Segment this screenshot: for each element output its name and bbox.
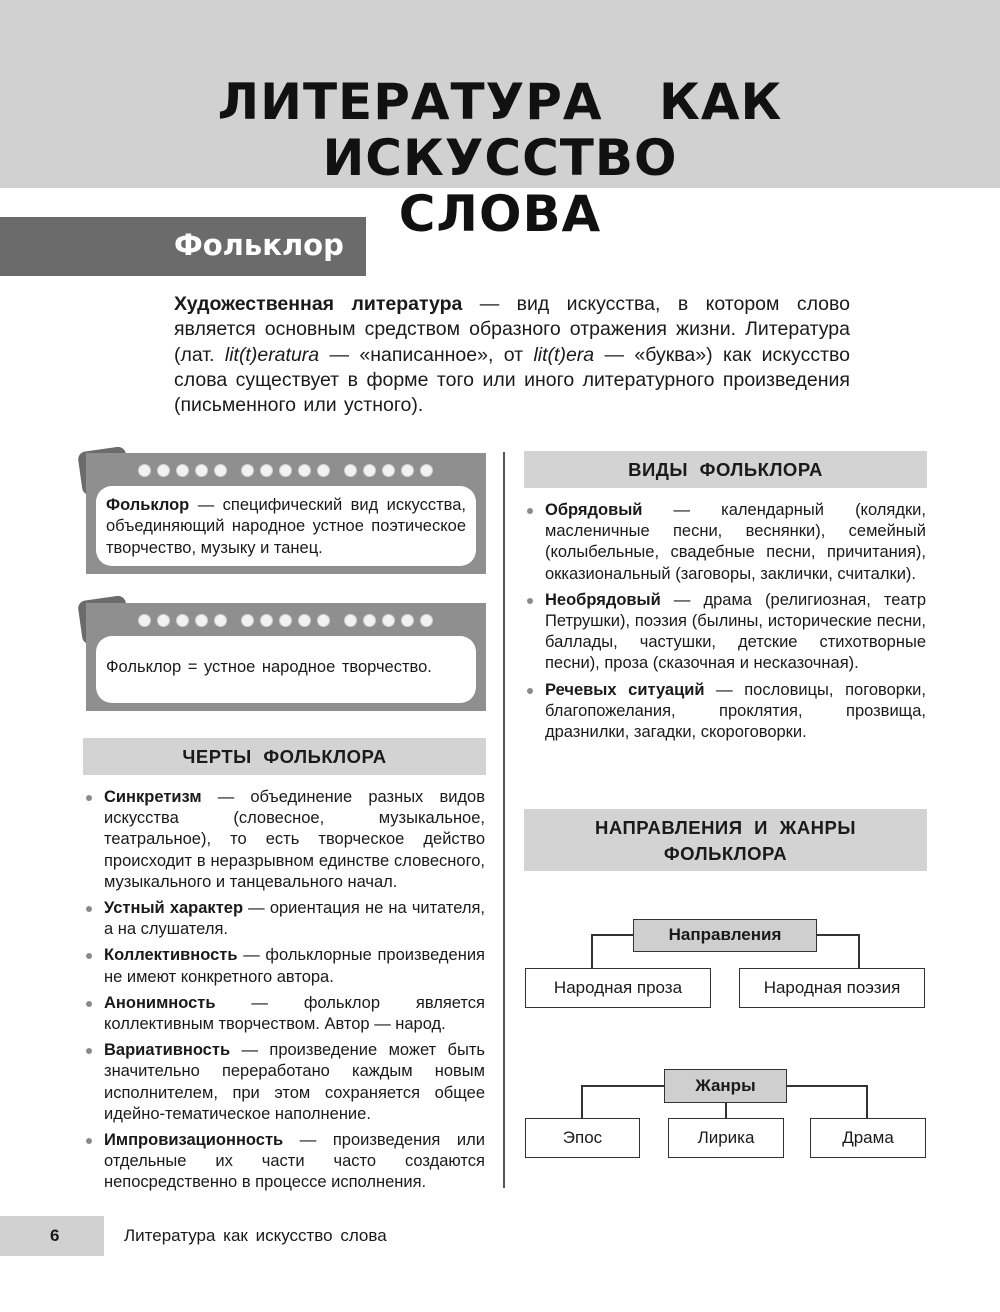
list-item-text: — календарный (колядки, масленичные песни, веснянки), семейный (колыбельные, свадебные песни, причитания), окказиональный (заговоры, заклички, считалки). — [545, 501, 926, 583]
list-item — [84, 1130, 485, 1194]
intro-text-3: — «буква») как искусство слова существует в форме того или иного литературного произведения (письменного или устного). — [174, 343, 850, 417]
list-item-term: Обрядовый — [545, 501, 643, 519]
list-item — [84, 993, 485, 1035]
kinds-list — [525, 500, 926, 748]
list-item-term: Речевых ситуаций — [545, 680, 705, 699]
diagram-node-lyric: Лирика — [668, 1118, 784, 1158]
list-item — [84, 1040, 485, 1125]
directions-header-text: НАПРАВЛЕНИЯ И ЖАНРЫ ФОЛЬКЛОРА — [595, 817, 856, 864]
features-header: ЧЕРТЫ ФОЛЬКЛОРА — [83, 738, 486, 775]
list-item-text: — ориентация не на читателя, а на слушателя. — [104, 899, 485, 939]
list-item-text: — пословицы, поговорки, благопожелания, проклятия, прозвища, дразнилки, загадки, скороговорки. — [545, 680, 926, 742]
list-item — [84, 945, 485, 987]
diagram-node-epic: Эпос — [525, 1118, 640, 1158]
list-item — [525, 590, 926, 675]
list-item-text: — фольклорные произведения не имеют конкретного автора. — [104, 946, 485, 986]
list-item — [525, 500, 926, 585]
callout-definition-text — [106, 495, 466, 559]
directions-header — [524, 809, 927, 871]
callout-definition-term: Фольклор — [106, 496, 190, 514]
callout-note — [86, 603, 486, 711]
intro-text-2: — «написанное», от — [319, 343, 534, 366]
list-item — [84, 787, 485, 893]
list-item-term: Коллективность — [104, 946, 238, 965]
page-title-line-2: СЛОВА — [398, 185, 602, 243]
column-divider — [503, 452, 505, 1188]
features-list — [84, 787, 485, 1199]
list-item-term: Необрядовый — [545, 590, 661, 609]
connector-line — [581, 1085, 583, 1119]
footer-running-title: Литература как искусство слова — [124, 1226, 387, 1245]
connector-line — [858, 934, 860, 969]
intro-term: Художественная литература — [174, 293, 463, 315]
footer-page-number: 6 — [50, 1226, 60, 1245]
callout-dots — [138, 464, 439, 478]
page-title-line-1: ЛИТЕРАТУРА КАК ИСКУССТВО — [217, 73, 783, 187]
list-item-term: Импровизационность — [104, 1131, 284, 1150]
list-item-term: Синкретизм — [104, 788, 202, 806]
callout-definition-body: — специфический вид искусства, объединяющий народное устное поэтическое творчество, музыку и танец. — [106, 496, 466, 557]
list-item — [84, 898, 485, 940]
callout-dots — [138, 614, 439, 628]
list-item-term: Анонимность — [104, 993, 216, 1012]
list-item — [525, 680, 926, 744]
intro-latin-2: lit(t)era — [533, 343, 595, 366]
section-tab-label: Фольклор — [174, 228, 344, 262]
callout-note-text: Фольклор = устное народное творчество. — [106, 658, 432, 676]
callout-definition — [86, 453, 486, 574]
intro-latin-1: lit(t)eratura — [224, 343, 320, 366]
diagram-node-folk-prose: Народная проза — [525, 968, 711, 1008]
list-item-text: — фольклор является коллективным творчеством. Автор — народ. — [104, 993, 485, 1034]
list-item-text: — произведение может быть значительно переработано каждым новым исполнителем, при этом сохраняется общее идейно-тематическое наполнение. — [104, 1041, 485, 1123]
intro-paragraph — [174, 292, 850, 418]
kinds-header: ВИДЫ ФОЛЬКЛОРА — [524, 451, 927, 488]
diagram-node-drama: Драма — [810, 1118, 926, 1158]
list-item-term: Устный характер — [104, 899, 244, 918]
diagram-root-directions: Направления — [633, 919, 817, 952]
intro-text-1: — вид искусства, в котором слово является основным средством образного отражения жизни. Литература (лат. — [174, 293, 850, 366]
connector-line — [866, 1085, 868, 1119]
diagram-root-genres: Жанры — [664, 1069, 787, 1103]
diagram-node-folk-poetry: Народная поэзия — [739, 968, 925, 1008]
list-item-text: — драма (религиозная, театр Петрушки), поэзия (былины, исторические песни, баллады, частушки, детские стихотворные песни), проза (сказочная и несказочная). — [545, 590, 926, 673]
list-item-text: — произведения или отдельные их части часто создаются непосредственно в процессе исполнения. — [104, 1131, 485, 1192]
connector-line — [591, 934, 593, 969]
list-item-term: Вариативность — [104, 1041, 231, 1060]
list-item-text: — объединение разных видов искусства (словесное, музыкальное, театральное), то есть творческое действо происходит в неразрывном единстве словесного, музыкального и танцевального начал. — [104, 788, 485, 891]
